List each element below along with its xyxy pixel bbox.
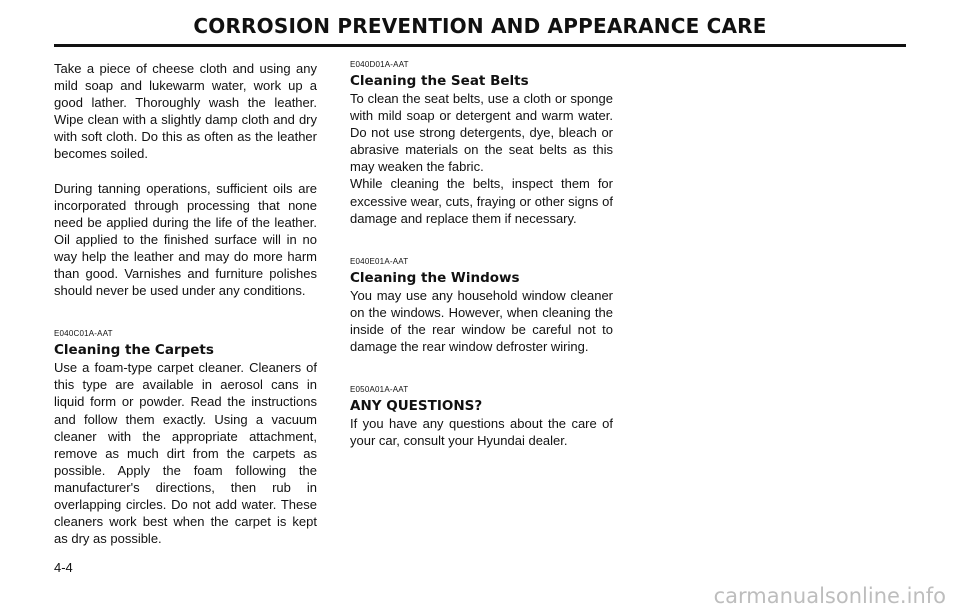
section-code-carpets: E040C01A-AAT [54, 329, 113, 339]
seat-belts-inspect-paragraph: While cleaning the belts, inspect them for excessive wear, cuts, fraying or other signs of damage and replace them if necessary. [350, 176, 613, 226]
page-title: CORROSION PREVENTION AND APPEARANCE CARE [193, 14, 767, 38]
site-watermark: carmanualsonline.info [713, 584, 946, 608]
heading-cleaning-windows: Cleaning the Windows [350, 269, 520, 286]
left-column [54, 60, 317, 547]
section-code-seat-belts: E040D01A-AAT [350, 60, 409, 69]
windows-paragraph: You may use any household window cleaner on the windows. However, when cleaning the inside of the rear window be careful not to damage the rear window defroster wiring. [350, 287, 613, 355]
right-column [350, 60, 613, 449]
tanning-paragraph: During tanning operations, sufficient oils are incorporated through processing that none need be applied during the life of the leather. Oil applied to the finished surface will in no way help the leather and may do more harm than good. Varnishes and furniture polishes should never be used under any conditions. [54, 180, 317, 299]
seat-belts-paragraph: To clean the seat belts, use a cloth or sponge with mild soap or detergent and warm water. Do not use strong detergents, dye, bleach or abrasive materials on the seat belts as this may weaken the fabric. [350, 91, 613, 175]
heading-any-questions: ANY QUESTIONS? [350, 398, 483, 415]
carpets-paragraph: Use a foam-type carpet cleaner. Cleaners of this type are available in aerosol cans in liquid form or powder. Read the instructions and follow them exactly. Using a vacuum cleaner with the appropriate attachment, remove as much dirt from the carpets as possible. Apply the foam following the manufacturer's directions, then rub in overlapping circles. Do not add water. These cleaners work best when the carpet is kept as dry as possible. [54, 360, 317, 547]
header-divider [54, 44, 906, 47]
questions-paragraph: If you have any questions about the care of your car, consult your Hyundai dealer. [350, 416, 613, 449]
section-code-windows: E040E01A-AAT [350, 256, 409, 266]
page-number: 4-4 [54, 560, 73, 575]
heading-cleaning-seat-belts: Cleaning the Seat Belts [350, 73, 529, 89]
leather-care-paragraph: Take a piece of cheese cloth and using any mild soap and lukewarm water, work up a good lather. Thoroughly wash the leather. Wipe clean with a slightly damp cloth and dry with soft cloth. Do this as often as the leather becomes soiled. [54, 61, 317, 162]
section-code-questions: E050A01A-AAT [350, 385, 409, 395]
heading-cleaning-carpets: Cleaning the Carpets [54, 342, 214, 359]
